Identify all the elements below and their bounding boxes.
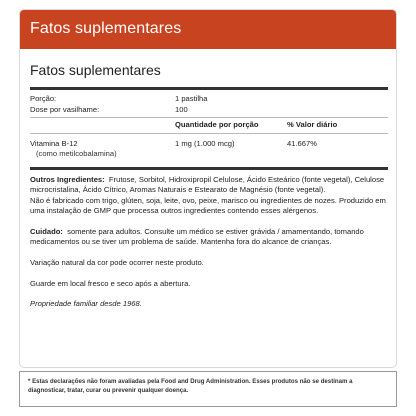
- table-header-row: [30, 120, 388, 131]
- nutrient-name: Vitamina B-12: [30, 138, 78, 148]
- nutrient-amount: 1 mg (1.000 mcg): [175, 138, 235, 148]
- thick-divider: [30, 87, 388, 90]
- color-variation-note: Variação natural da cor pode ocorrer neste produto.: [30, 258, 204, 268]
- nutrient-form: (como metilcobalamina): [36, 149, 117, 158]
- card-header-title: Fatos suplementares: [20, 10, 396, 49]
- servings-label: Dose por vasilhame:: [30, 104, 100, 114]
- divider: [30, 117, 388, 118]
- servings-per-container-row: [30, 105, 388, 116]
- col-daily-value: % Valor diário: [287, 120, 338, 129]
- caution-label: Cuidado:: [30, 226, 63, 236]
- serving-value: 1 pastilha: [175, 94, 208, 103]
- divider: [30, 133, 388, 134]
- family-owned-note: Propriedade familiar desde 1968.: [30, 299, 142, 309]
- panel-title: Fatos suplementares: [30, 62, 161, 78]
- thick-divider: [30, 167, 388, 170]
- caution-statement: [30, 227, 388, 248]
- other-ingredients: [30, 175, 388, 196]
- nutrient-row: [30, 139, 388, 150]
- nutrient-sub-row: [30, 149, 388, 160]
- allergen-statement: Não é fabricado com trigo, glúten, soja, leite, ovo, peixe, marisco ou ingredientes de nozes. Produzido em uma instalação de GMP que processa outros ingredientes contendo esses alérgenos.: [30, 195, 386, 216]
- caution-text: somente para adultos. Consulte um médico se estiver grávida / amamentando, tomando medicamentos ou se tiver um problema de saúde. Mantenha fora do alcance de crianças.: [30, 226, 364, 247]
- serving-row: [30, 94, 388, 105]
- supplement-facts-panel: [20, 60, 396, 310]
- servings-value: 100: [175, 104, 188, 114]
- other-ingredients-text: Frutose, Sorbitol, Hidroxipropil Celulose, Ácido Esteárico (fonte vegetal), Celulose microcristalina, Ácido Cítrico, Aromas Naturais e Estearato de Magnésio (fonte vegetal).: [30, 174, 385, 195]
- storage-note: Guarde em local fresco e seco após a abertura.: [30, 278, 191, 288]
- col-amount-per-serving: Quantidade por porção: [175, 120, 259, 129]
- fda-disclaimer: * Estas declarações não foram avaliadas pela Food and Drug Administration. Esses produtos não se destinam a diagnosticar, tratar, curar ou prevenir qualquer doença.: [19, 371, 397, 407]
- other-ingredients-label: Outros Ingredientes:: [30, 174, 105, 184]
- supplement-facts-card: [19, 9, 397, 368]
- serving-label: Porção:: [30, 94, 57, 103]
- nutrient-daily-value: 41.667%: [287, 138, 317, 148]
